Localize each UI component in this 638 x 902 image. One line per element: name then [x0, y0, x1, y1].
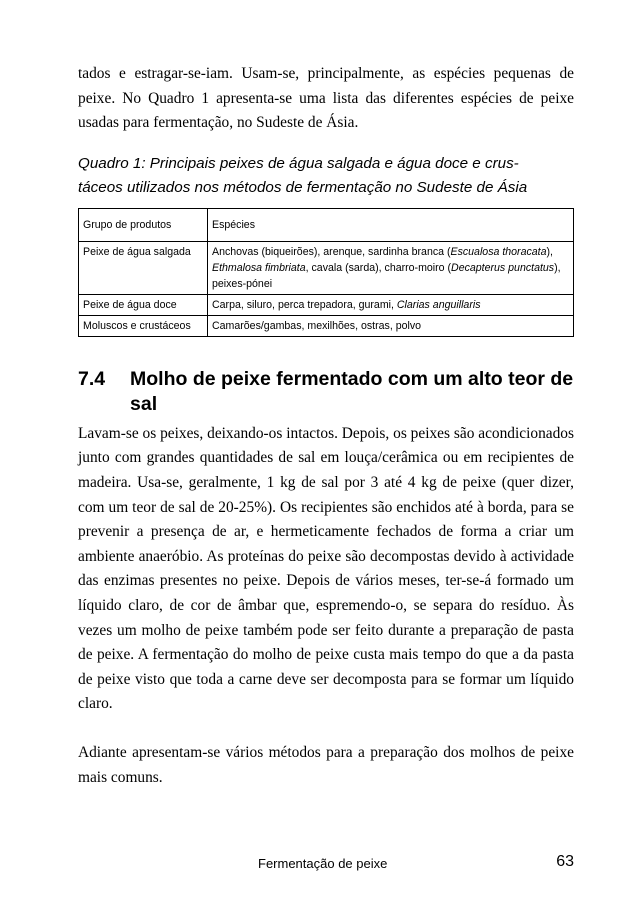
- species-scientific-name: Ethmalosa fimbriata: [212, 261, 306, 274]
- intro-paragraph: tados e estragar-se-iam. Usam-se, principalmente, as espécies pequenas de peixe. No Quadro 1 apresenta-se uma lista das diferentes espécies de peixe usadas para fermentação, no Sudeste de Ásia.: [78, 65, 574, 132]
- table-cell-species: [208, 315, 574, 336]
- species-table: [78, 208, 574, 337]
- footer-title: Fermentação de peixe: [258, 856, 388, 871]
- table-cell-group: Moluscos e crustáceos: [79, 315, 208, 336]
- section-paragraph-1: Lavam-se os peixes, deixando-os intactos. Depois, os peixes são acondicionados junto com grandes quantidades de sal em louça/cerâmica ou em recipientes de madeira. Usa-se, geralmente, 1 kg de sal por 3 até 4 kg de peixe (quer dizer, com um teor de sal de 20-25%). Os recipientes são enchidos até à borda, para se prevenir a presença de ar, e hermeticamente fechados de forma a criar um ambiente anaeróbio. As proteínas do peixe são decompostas devido à actividade das enzimas presentes no peixe. Depois de vários meses, ter-se-á formado um líquido claro, de cor de âmbar que, espremendo-o, se separa do resíduo. Às vezes um molho de peixe também pode ser feito durante a preparação de pasta de peixe. A fermentação do molho de peixe custa mais tempo do que a da pasta de peixe visto que toda a carne deve ser decomposta para se formar um líquido claro.: [78, 424, 574, 713]
- section-paragraph-2: Adiante apresentam-se vários métodos para a preparação dos molhos de peixe mais comuns.: [78, 743, 574, 786]
- page-footer: [78, 853, 574, 876]
- table-cell-group: Peixe de água doce: [79, 294, 208, 315]
- species-scientific-name: Escualosa thoracata: [450, 245, 547, 258]
- table-body: [79, 241, 574, 336]
- table-cell-group: Peixe de água salgada: [79, 241, 208, 294]
- table-header-row: [79, 208, 574, 241]
- species-text: Carpa, siluro, perca trepadora, gurami,: [212, 298, 397, 311]
- species-text: , cavala (sarda), charro-moiro (: [305, 261, 452, 274]
- page-number: 63: [556, 853, 574, 870]
- species-text: ), peixes-pónei: [212, 261, 561, 290]
- table-row: [79, 294, 574, 315]
- table-header-species: Espécies: [208, 208, 574, 241]
- species-text: Camarões/gambas, mexilhões, ostras, polvo: [212, 319, 422, 332]
- section-heading: [78, 367, 574, 417]
- species-text: Anchovas (biqueirões), arenque, sardinha branca (: [212, 245, 451, 258]
- table-cell-species: [208, 294, 574, 315]
- species-scientific-name: Decapterus punctatus: [451, 261, 555, 274]
- section-number: 7.4: [78, 367, 106, 390]
- document-page: [78, 62, 574, 790]
- table-caption-line-1: Quadro 1: Principais peixes de água salgada e água doce e crus-: [78, 154, 519, 172]
- species-text: ),: [546, 245, 553, 258]
- table-caption-line-2: táceos utilizados nos métodos de fermentação no Sudeste de Ásia: [78, 178, 528, 196]
- table-header-group: Grupo de produtos: [79, 208, 208, 241]
- table-row: [79, 241, 574, 294]
- species-scientific-name: Clarias anguillaris: [396, 298, 481, 311]
- table-caption: [78, 152, 574, 200]
- section-title: Molho de peixe fermentado com um alto teor de sal: [130, 367, 574, 415]
- table-row: [79, 315, 574, 336]
- table-cell-species: [208, 241, 574, 294]
